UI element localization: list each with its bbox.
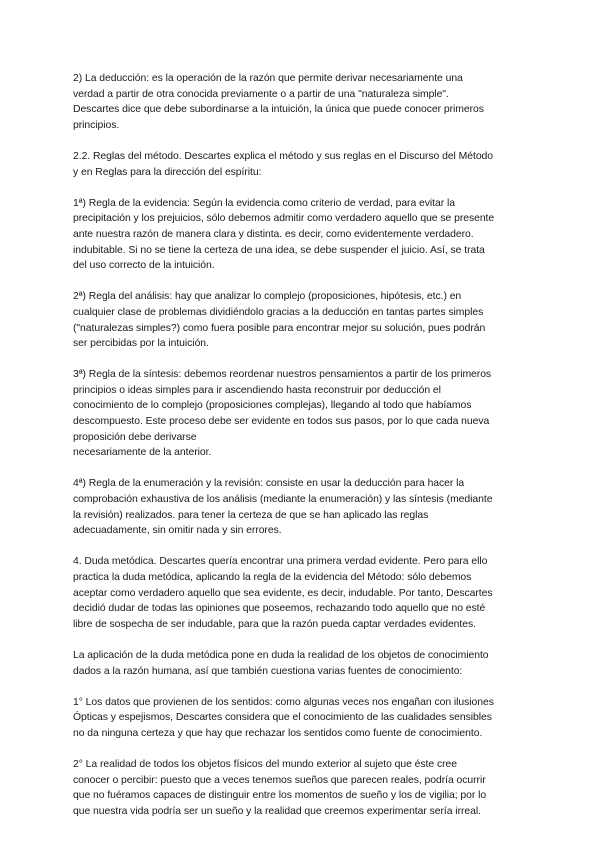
paragraph-regla-analisis: 2ª) Regla del análisis: hay que analizar lo complejo (proposiciones, hipótesis, etc.) en cualquier clase de problemas dividiéndolo gracias a la deducción en tantas partes simples ("naturalezas simples?) como fuera posible para encontrar mejor su solución, pues podrán ser percibidas por la intuición.: [73, 291, 486, 350]
paragraph-regla-enumeracion: 4ª) Regla de la enumeración y la revisión: consiste en usar la deducción para hacer la comprobación exhaustiva de los análisis (mediante la enumeración) y las síntesis (mediante la revisión) realizados. para tener la certeza de que se han aplicado las reglas adecuadamente, sin omitir nada y sin errores.: [73, 478, 493, 537]
paragraph-reglas-metodo: 2.2. Reglas del método. Descartes explica el método y sus reglas en el Discurso del Método y en Reglas para la dirección del espíritu:: [73, 150, 494, 178]
paragraph-aplicacion-duda: La aplicación de la duda metódica pone en duda la realidad de los objetos de conocimiento dados a la razón humana, así que también cuestiona varias fuentes de conocimiento:: [73, 649, 489, 677]
paragraph-datos-sentidos: 1° Los datos que provienen de los sentidos: como algunas veces nos engañan con ilusiones Ópticas y espejismos, Descartes considera que el conocimiento de las cualidades sensibles no da ninguna certeza y que hay que rechazar los sentidos como fuente de conocimiento.: [73, 696, 494, 739]
paragraph-regla-evidencia: 1ª) Regla de la evidencia: Según la evidencia como criterio de verdad, para evitar la precipitación y los prejuicios, sólo debemos admitir como verdadero aquello que se presente ante nuestra razón de manera clara y distinta. es decir, como evidentemente verdadero. indubitable. Si no se tiene la certeza de una idea, se debe suspender el juicio. Así, se trata del uso correcto de la intuición.: [73, 197, 495, 272]
paragraph-regla-sintesis: 3ª) Regla de la síntesis: debemos reordenar nuestros pensamientos a partir de los primeros principios o ideas simples para ir ascendiendo hasta reconstruir por deducción el conocimiento de lo complejo (proposiciones complejas), llegando al todo que habíamos descompuesto. Este proceso debe ser evidente en todos sus pasos, por lo que cada nueva proposición debe derivarse necesariamente de la anterior.: [73, 369, 492, 459]
document-body: [73, 71, 535, 835]
paragraph-duda-metodica: 4. Duda metódica. Descartes quería encontrar una primera verdad evidente. Pero para ello practica la duda metódica, aplicando la regla de la evidencia del Método: sólo debemos aceptar como verdadero aquello que sea evidente, es decir, indudable. Por tanto, Descartes decidió dudar de todas las opiniones que poseemos, rechazando todo aquello que no esté libre de sospecha de ser indudable, para que la razón pueda captar verdades evidentes.: [73, 556, 493, 630]
paragraph-realidad-objetos: 2° La realidad de todos los objetos físicos del mundo exterior al sujeto que éste cree conocer o percibir: puesto que a veces tenemos sueños que parecen reales, podría ocurrir que no fuéramos capaces de distinguir entre los momentos de sueño y los de vigilia; por lo que nuestra vida podría ser un sueño y la realidad que creemos experimentar sería irreal.: [73, 759, 487, 817]
paragraph-deduccion: 2) La deducción: es la operación de la razón que permite derivar necesariamente una verdad a partir de otra conocida previamente o a partir de una "naturaleza simple". Descartes dice que debe subordinarse a la intuición, la única que puede conocer primeros principios.: [73, 73, 484, 131]
